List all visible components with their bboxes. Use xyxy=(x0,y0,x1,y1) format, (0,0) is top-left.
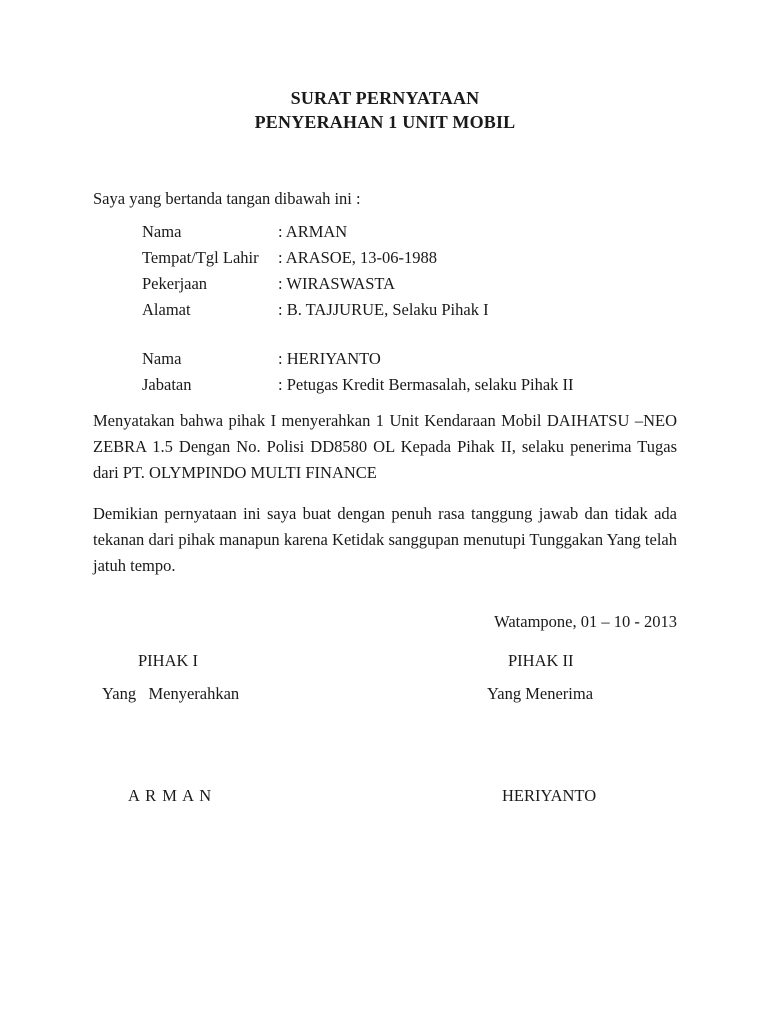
intro-line: Saya yang bertanda tangan dibawah ini : xyxy=(93,189,361,208)
detail-label: Nama xyxy=(142,222,182,241)
detail-value: : WIRASWASTA xyxy=(278,274,396,293)
detail-value: : B. TAJJURUE, Selaku Pihak I xyxy=(278,300,489,319)
signature-name-row xyxy=(93,783,677,809)
detail-value: : HERIYANTO xyxy=(278,349,381,368)
signature-party-row xyxy=(93,648,677,674)
signature-role-row xyxy=(93,681,677,707)
detail-row-pekerjaan xyxy=(93,271,677,297)
date-place-line: Watampone, 01 – 10 - 2013 xyxy=(494,612,677,631)
party1-details xyxy=(93,219,677,323)
document-title xyxy=(93,86,677,134)
party2-details xyxy=(93,346,677,398)
detail-value: : ARMAN xyxy=(278,222,348,241)
detail-label: Nama xyxy=(142,349,182,368)
detail-value: : ARASOE, 13-06-1988 xyxy=(278,248,438,267)
title-line-2: PENYERAHAN 1 UNIT MOBIL xyxy=(254,112,516,132)
party2-signature-name: HERIYANTO xyxy=(502,786,597,805)
detail-row-nama xyxy=(93,219,677,245)
detail-row-nama-2 xyxy=(93,346,677,372)
detail-label: Tempat/Tgl Lahir xyxy=(142,248,259,267)
party1-signature-name: A R M A N xyxy=(128,786,213,805)
closing-paragraph: Demikian pernyataan ini saya buat dengan penuh rasa tanggung jawab dan tidak ada tekanan dari pihak manapun karena Ketidak sanggupan menutupi Tunggakan Yang telah jatuh tempo. xyxy=(93,504,677,575)
detail-row-tempat-tgl-lahir xyxy=(93,245,677,271)
statement-paragraph: Menyatakan bahwa pihak I menyerahkan 1 Unit Kendaraan Mobil DAIHATSU –NEO ZEBRA 1.5 Dengan No. Polisi DD8580 OL Kepada Pihak II, selaku penerima Tugas dari PT. OLYMPINDO MULTI FINANCE xyxy=(93,411,677,482)
detail-value: : Petugas Kredit Bermasalah, selaku Pihak II xyxy=(278,375,574,394)
document-content xyxy=(93,0,677,809)
detail-label: Alamat xyxy=(142,300,191,319)
detail-label: Jabatan xyxy=(142,375,192,394)
party1-heading: PIHAK I xyxy=(138,651,199,670)
party2-heading: PIHAK II xyxy=(508,651,574,670)
title-line-1: SURAT PERNYATAAN xyxy=(290,88,480,108)
party2-role: Yang Menerima xyxy=(487,684,594,703)
detail-row-alamat xyxy=(93,297,677,323)
detail-label: Pekerjaan xyxy=(142,274,208,293)
detail-row-jabatan xyxy=(93,372,677,398)
party1-role: Yang Menyerahkan xyxy=(102,684,240,703)
